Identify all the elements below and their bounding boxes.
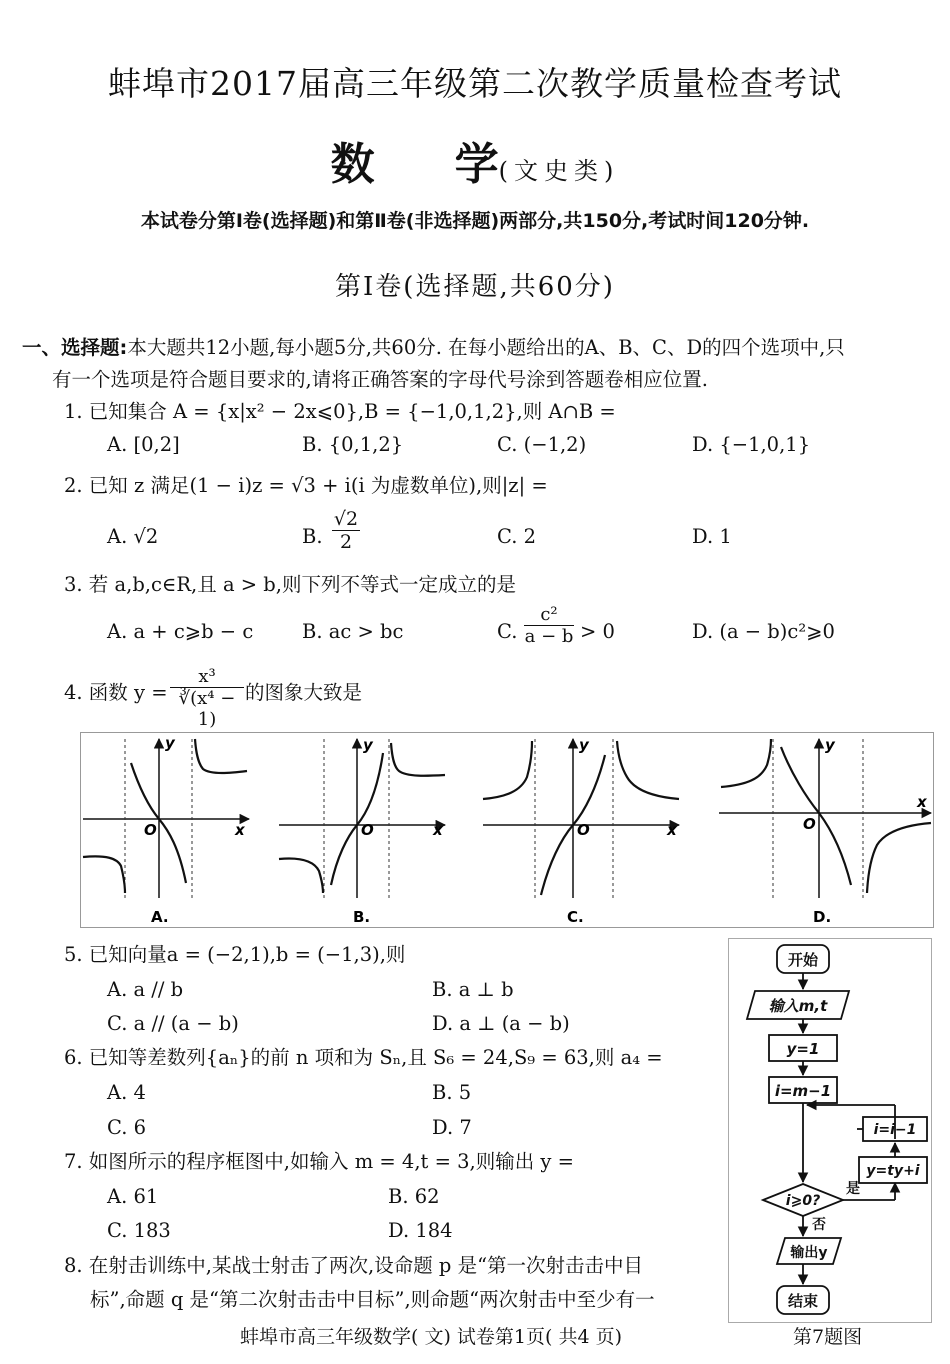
part-heading: 一、选择题:: [22, 336, 128, 359]
q4-denominator: ∛(x⁴ − 1): [178, 688, 236, 730]
graph-c-label: C.: [567, 908, 584, 926]
instruction-text-1: 本大题共12小题,每小题5分,共60分. 在每小题给出的A、B、C、D的四个选项中,只: [127, 336, 845, 359]
flow-yes-label: 是: [846, 1181, 860, 1197]
q5-stem: 5. 已知向量a = (−2,1),b = (−1,3),则: [64, 943, 406, 966]
q7-option-c: C. 183: [107, 1219, 171, 1242]
q3-c-denominator: a − b: [524, 626, 574, 647]
flow-input-text: 输入m,t: [768, 997, 828, 1015]
graph-a-origin: O: [144, 821, 157, 839]
graph-d-label: D.: [813, 908, 832, 926]
figure-caption: 第7题图: [793, 1326, 863, 1348]
subject-char-1: 数: [330, 139, 375, 190]
q1-option-d: D. {−1,0,1}: [692, 433, 811, 456]
q3-option-d: D. (a − b)c²⩾0: [692, 620, 835, 643]
flow-start-text: 开始: [787, 951, 819, 969]
q4-stem-post: 的图象大致是: [245, 681, 363, 704]
q7-option-a: A. 61: [107, 1185, 159, 1208]
q2-option-b-fraction: [332, 508, 360, 553]
q7-option-d: D. 184: [388, 1219, 453, 1242]
instruction-line-2: 有一个选项是符合题目要求的,请将正确答案的字母代号涂到答题卷相应位置.: [52, 368, 708, 391]
graph-b-label: B.: [353, 908, 371, 926]
q8-line-1: 8. 在射击训练中,某战士射击了两次,设命题 p 是“第一次射击击中目: [64, 1254, 644, 1277]
q3-option-b: B. ac > bc: [302, 620, 404, 643]
q3-option-c: C.: [497, 620, 518, 643]
flow-y1-text: y=1: [786, 1040, 820, 1058]
flowchart-svg: [729, 939, 931, 1322]
graph-b-x-label: x: [433, 821, 443, 839]
flow-i-init-text: i=m−1: [774, 1082, 832, 1100]
graph-d-origin: O: [803, 815, 816, 833]
flow-no-label: 否: [812, 1217, 826, 1233]
q2-b-denominator: 2: [339, 531, 353, 553]
exam-intro: 本试卷分第Ⅰ卷(选择题)和第Ⅱ卷(非选择题)两部分,共150分,考试时间120分钟.: [140, 210, 810, 232]
flow-end-text: 结束: [787, 1292, 819, 1310]
graph-a-x-label: x: [235, 821, 245, 839]
graph-a-label: A.: [151, 908, 169, 926]
q1-stem: 1. 已知集合 A = {x|x² − 2x⩽0},B = {−1,0,1,2},则 A∩B =: [64, 400, 616, 423]
graph-b: [279, 736, 445, 926]
graph-a-y-label: y: [165, 734, 175, 752]
q6-option-b: B. 5: [432, 1081, 472, 1104]
exam-title: 蚌埠市2017届高三年级第二次教学质量检查考试: [108, 64, 842, 103]
graph-d: [719, 736, 931, 926]
q2-b-numerator: √2: [333, 508, 359, 530]
section-heading: 第Ⅰ卷(选择题,共60分): [335, 272, 615, 302]
q8-line-2: 标”,命题 q 是“第二次射击击中目标”,则命题“两次射击中至少有一: [90, 1288, 655, 1311]
graph-c-y-label: y: [579, 736, 589, 754]
graph-c: [483, 736, 679, 926]
q6-option-d: D. 7: [432, 1116, 472, 1139]
q5-option-a: A. a // b: [107, 978, 184, 1001]
graph-a: [83, 734, 249, 926]
q5-option-c: C. a // (a − b): [107, 1012, 239, 1035]
q3-option-c-fraction: [524, 604, 574, 647]
q3-c-tail: > 0: [580, 620, 615, 643]
flow-output-text: 输出y: [790, 1245, 828, 1261]
q6-option-c: C. 6: [107, 1116, 147, 1139]
q3-c-numerator: c²: [524, 604, 574, 626]
graph-d-y-label: y: [825, 736, 835, 754]
subject-heading: [0, 128, 950, 192]
q1-option-c: C. (−1,2): [497, 433, 587, 456]
q5-option-d: D. a ⊥ (a − b): [432, 1012, 570, 1035]
q6-option-a: A. 4: [107, 1081, 146, 1104]
graph-b-origin: O: [361, 821, 374, 839]
q4-graphs-panel: [80, 732, 934, 928]
graph-c-origin: O: [577, 821, 590, 839]
graph-b-y-label: y: [363, 736, 373, 754]
flow-update-y-text: y=ty+i: [866, 1163, 920, 1179]
q4-fraction: [170, 666, 244, 730]
q1-option-a: A. [0,2]: [107, 433, 180, 456]
q7-stem: 7. 如图所示的程序框图中,如输入 m = 4,t = 3,则输出 y =: [64, 1150, 574, 1173]
q4-graphs-svg: [81, 733, 933, 927]
graph-d-x-label: x: [917, 793, 927, 811]
q2-option-c: C. 2: [497, 525, 537, 548]
q1-option-b: B. {0,1,2}: [302, 433, 404, 456]
q3-option-a: A. a + c⩾b − c: [107, 620, 254, 643]
page-footer: 蚌埠市高三年级数学( 文) 试卷第1页( 共4 页): [240, 1326, 622, 1348]
q7-flowchart: [728, 938, 932, 1323]
q4-numerator: x³: [170, 666, 244, 688]
q2-option-b: B.: [302, 525, 323, 548]
q6-stem: 6. 已知等差数列{aₙ}的前 n 项和为 Sₙ,且 S₆ = 24,S₉ = 63,则 a₄ =: [64, 1046, 663, 1069]
q2-option-a: A. √2: [107, 525, 159, 548]
q4-stem-pre: 4. 函数 y =: [64, 681, 168, 704]
q7-option-b: B. 62: [388, 1185, 440, 1208]
q5-option-b: B. a ⊥ b: [432, 978, 514, 1001]
flow-update-i-text: i=i−1: [873, 1122, 917, 1138]
q2-stem: 2. 已知 z 满足(1 − i)z = √3 + i(i 为虚数单位),则|z| =: [64, 474, 548, 497]
subject-note: (文史类): [498, 157, 620, 185]
subject-char-2: 学: [454, 139, 499, 190]
q2-option-d: D. 1: [692, 525, 732, 548]
graph-c-x-label: x: [667, 821, 677, 839]
q3-stem: 3. 若 a,b,c∈R,且 a > b,则下列不等式一定成立的是: [64, 573, 516, 596]
flow-condition-text: i⩾0?: [785, 1193, 821, 1209]
instruction-line-1: [22, 336, 845, 359]
